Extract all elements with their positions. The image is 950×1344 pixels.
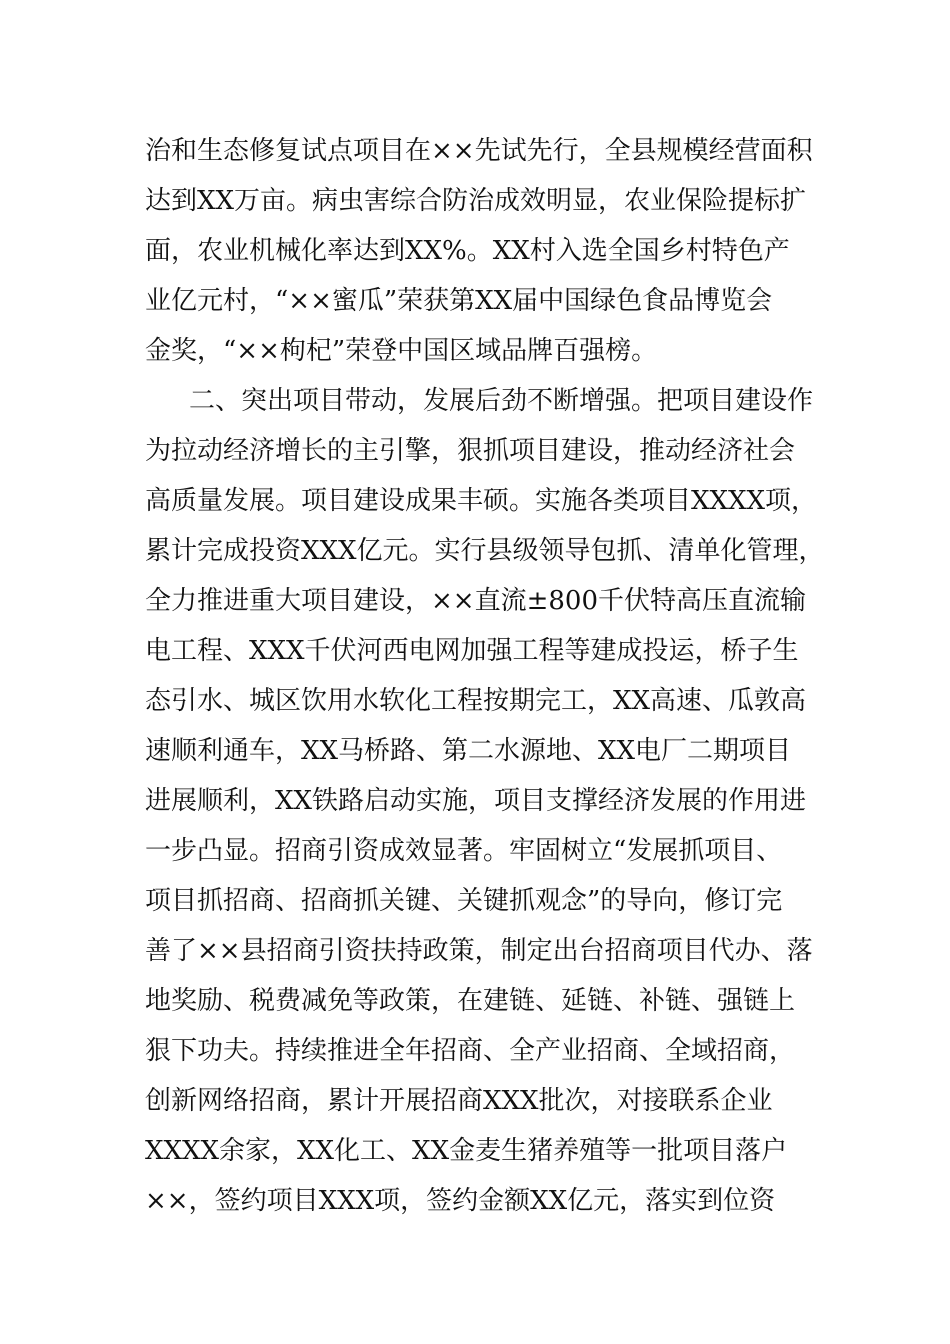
text-line-21: XXXX余家，XX化工、XX金麦生猪养殖等一批项目落户 — [145, 1136, 788, 1166]
text-line-18: 地奖励、税费减免等政策，在建链、延链、补链、强链上 — [145, 986, 796, 1016]
text-line-11: 电工程、XXX千伏河西电网加强工程等建成投运，桥子生 — [145, 636, 799, 666]
text-line-1: 治和生态修复试点项目在××先试先行，全县规模经营面积 — [145, 136, 813, 166]
text-line-17: 善了××县招商引资扶持政策，制定出台招商项目代办、落 — [145, 936, 813, 966]
text-line-13: 速顺利通车，XX马桥路、第二水源地、XX电厂二期项目 — [145, 736, 792, 766]
text-line-15: 一步凸显。招商引资成效显著。牢固树立“发展抓项目、 — [145, 836, 783, 866]
text-line-16: 项目抓招商、招商抓关键、关键抓观念”的导向，修订完 — [145, 886, 783, 916]
text-line-10: 全力推进重大项目建设，××直流±800千伏特高压直流输 — [145, 586, 806, 616]
text-line-6-section-heading: 二、突出项目带动，发展后劲不断增强。把项目建设作 — [189, 386, 814, 416]
text-line-5: 金奖，“××枸杞”荣登中国区域品牌百强榜。 — [145, 336, 658, 366]
text-line-19: 狠下功夫。持续推进全年招商、全产业招商、全域招商， — [145, 1036, 796, 1066]
text-line-7: 为拉动经济增长的主引擎，狠抓项目建设，推动经济社会 — [145, 436, 796, 466]
text-line-9: 累计完成投资XXX亿元。实行县级领导包抓、清单化管理， — [145, 536, 825, 566]
text-line-20: 创新网络招商，累计开展招商XXX批次，对接联系企业 — [145, 1086, 773, 1116]
text-line-22: ××，签约项目XXX项，签约金额XX亿元，落实到位资 — [145, 1186, 776, 1216]
text-line-14: 进展顺利，XX铁路启动实施，项目支撑经济发展的作用进 — [145, 786, 807, 816]
body-text — [145, 126, 835, 1226]
text-line-4: 业亿元村，“××蜜瓜”荣获第XX届中国绿色食品博览会 — [145, 286, 773, 316]
text-line-8: 高质量发展。项目建设成果丰硕。实施各类项目XXXX项， — [145, 486, 818, 516]
text-line-12: 态引水、城区饮用水软化工程按期完工，XX高速、瓜敦高 — [145, 686, 807, 716]
text-line-2: 达到XX万亩。病虫害综合防治成效明显，农业保险提标扩 — [145, 186, 807, 216]
text-line-3: 面，农业机械化率达到XX%。XX村入选全国乡村特色产 — [145, 236, 790, 266]
